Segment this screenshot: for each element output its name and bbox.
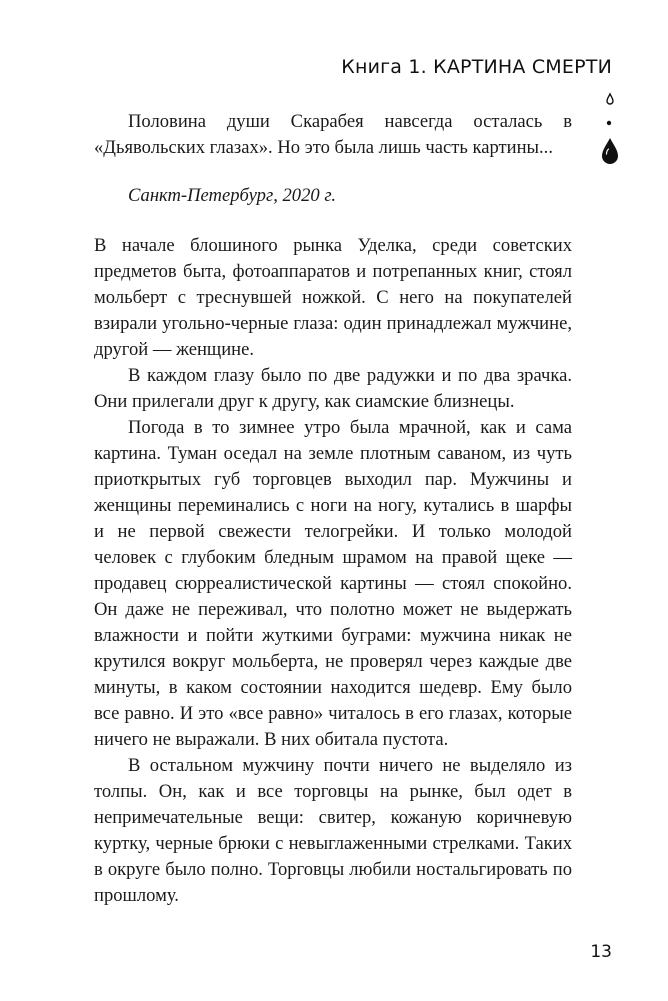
epigraph <box>94 109 572 161</box>
ink-drops-ornament <box>598 92 622 182</box>
ink-drop-large <box>602 138 618 164</box>
paragraph: В начале блошиного рынка Уделка, среди советских предметов быта, фотоаппаратов и потрепанных книг, стоял мольберт с треснувшей ножкой. С него на покупателей взирали угольно-черные глаза: один принадлежал мужчине, другой — женщине. <box>94 235 572 360</box>
place-date: Санкт-Петербург, 2020 г. <box>128 185 336 206</box>
epigraph-text: Половина души Скарабея навсегда осталась в «Дьявольских глазах». Но это была лишь часть картины... <box>94 111 572 158</box>
body-text <box>94 233 572 909</box>
paragraph: Погода в то зимнее утро была мрачной, как и сама картина. Туман оседал на земле плотным саваном, из чуть приоткрытых губ торговцев выходил пар. Мужчины и женщины переминались с ноги на ногу, кутались в шарфы и не первой свежести телогрейки. И только молодой человек с глубоким бледным шрамом на правой щеке — продавец сюрреалистической картины — стоял спокойно. Он даже не переживал, что полотно может не выдержать влажности и пойти жуткими буграми: мужчина никак не крутился вокруг мольберта, не проверял через каждые две минуты, в каком состоянии находится шедевр. Ему было все равно. И это «все равно» читалось в его глазах, которые ничего не выражали. В них обитала пустота. <box>94 417 572 750</box>
ink-drop-small <box>607 94 613 104</box>
ink-drop-dot <box>607 121 611 125</box>
running-header: Книга 1. КАРТИНА СМЕРТИ <box>341 56 612 78</box>
paragraph: В каждом глазу было по две радужки и по два зрачка. Они прилегали друг к другу, как сиамские близнецы. <box>94 365 572 412</box>
page-number: 13 <box>590 942 612 962</box>
paragraph: В остальном мужчину почти ничего не выделяло из толпы. Он, как и все торговцы на рынке, был одет в непримечательные вещи: свитер, кожаную коричневую куртку, черные брюки с невыглаженными стрелками. Таких в округе было полно. Торговцы любили ностальгировать по прошлому. <box>94 755 572 906</box>
